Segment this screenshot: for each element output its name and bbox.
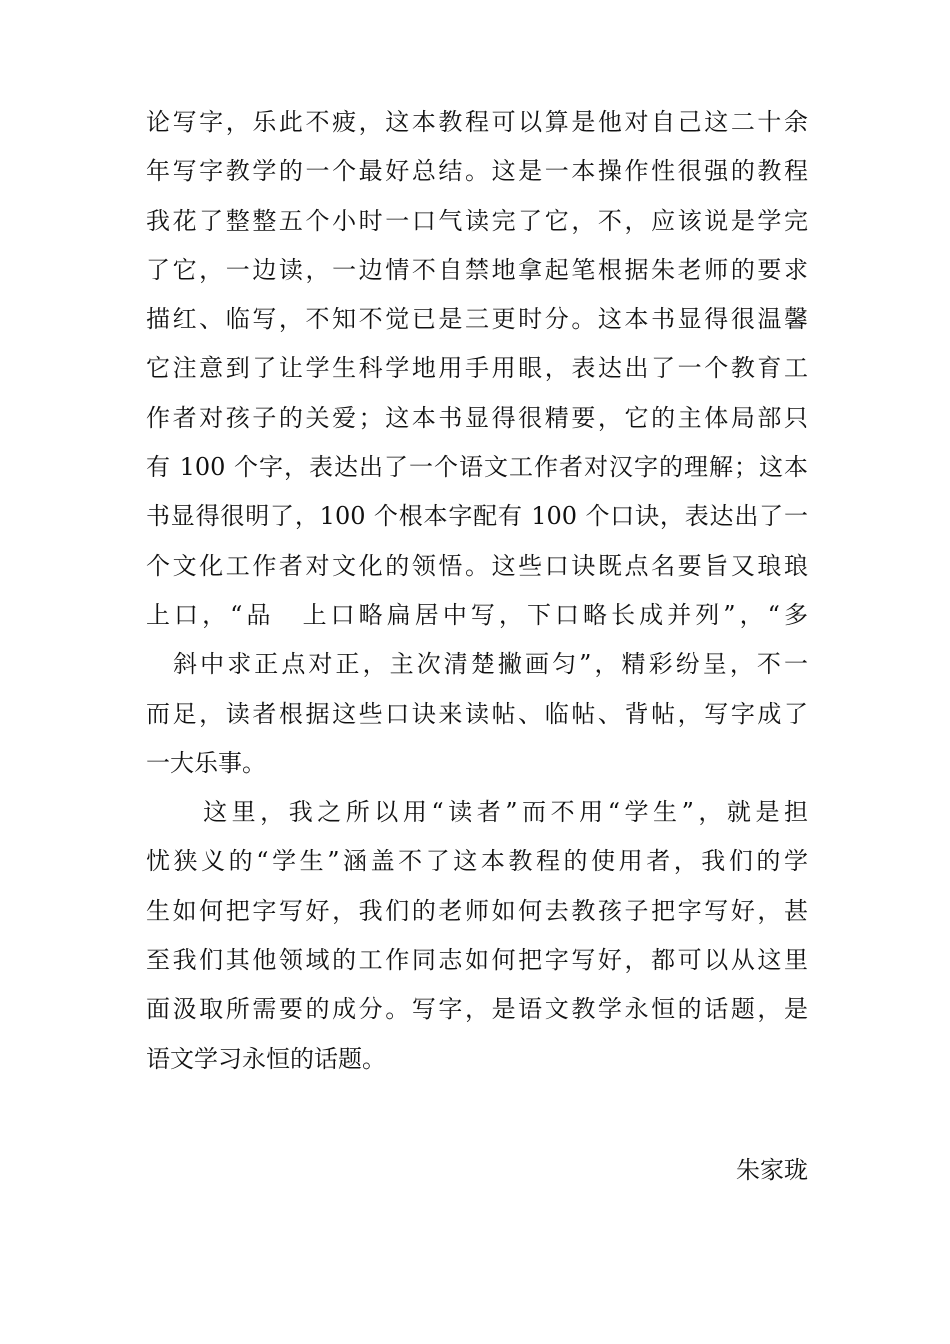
text-line: 上口，“品 上口略扁居中写，下口略长成并列”，“多 [146, 600, 808, 629]
text-line: 我花了整整五个小时一口气读完了它，不，应该说是学完 [146, 206, 808, 235]
text-line: 书显得很明了，100 个根本字配有 100 个口诀，表达出了一 [146, 502, 808, 531]
text-line: 这里，我之所以用“读者”而不用“学生”，就是担 [146, 798, 808, 827]
text-line: 而足，读者根据这些口诀来读帖、临帖、背帖，写字成了 [146, 699, 808, 728]
text-line: 至我们其他领域的工作同志如何把字写好，都可以从这里 [146, 946, 808, 975]
text-line: 有 100 个字，表达出了一个语文工作者对汉字的理解；这本 [146, 453, 808, 482]
text-line: 描红、临写，不知不觉已是三更时分。这本书显得很温馨 [146, 305, 808, 334]
text-line: 面汲取所需要的成分。写字，是语文教学永恒的话题，是 [146, 995, 808, 1024]
text-line: 论写字，乐此不疲，这本教程可以算是他对自己这二十余 [146, 108, 808, 136]
text-line: 斜中求正点对正，主次清楚撇画匀”，精彩纷呈，不一 [146, 650, 808, 679]
text-line: 了它，一边读，一边情不自禁地拿起笔根据朱老师的要求 [146, 255, 808, 284]
text-line: 个文化工作者对文化的领悟。这些口诀既点名要旨又琅琅 [146, 551, 808, 580]
text-line: 它注意到了让学生科学地用手用眼，表达出了一个教育工 [146, 354, 808, 383]
text-line: 忧狭义的“学生”涵盖不了这本教程的使用者，我们的学 [146, 847, 808, 876]
text-line: 语文学习永恒的话题。 [146, 1044, 386, 1073]
author-signature: 朱家珑 [736, 1156, 808, 1184]
text-line: 作者对孩子的关爱；这本书显得很精要，它的主体局部只 [146, 403, 808, 432]
text-line: 一大乐事。 [146, 748, 266, 777]
text-line: 生如何把字写好，我们的老师如何去教孩子把字写好，甚 [146, 896, 808, 925]
text-line: 年写字教学的一个最好总结。这是一本操作性很强的教程 [146, 157, 808, 186]
body-text [146, 98, 808, 1084]
